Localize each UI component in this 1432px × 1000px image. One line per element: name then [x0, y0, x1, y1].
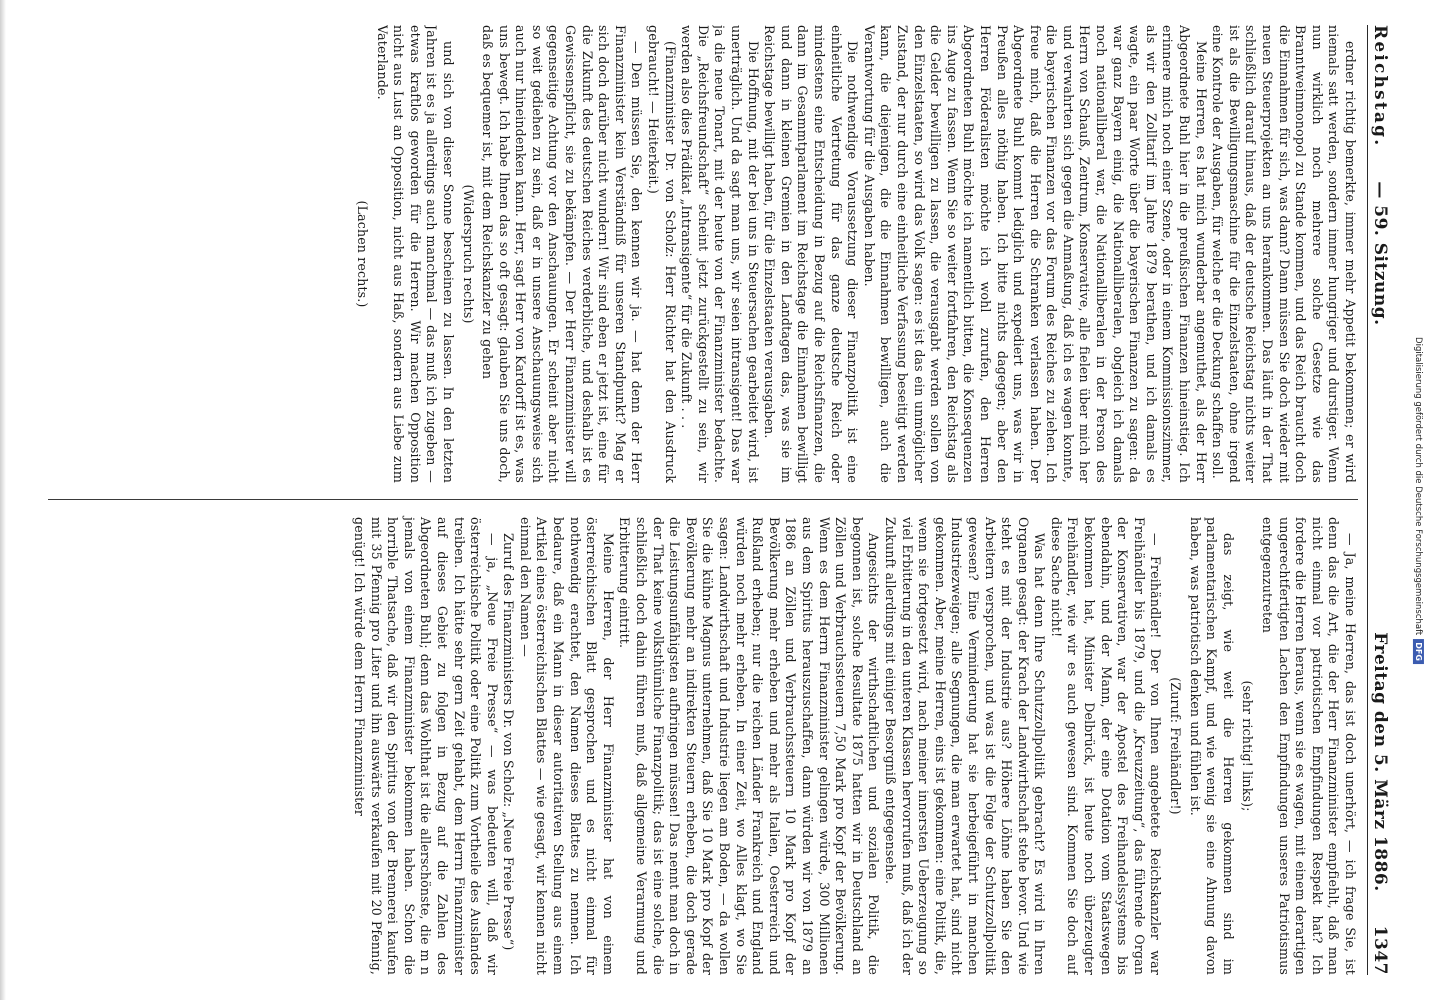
paragraph: Zuruf des Finanzministers Dr. von Scholz: „Neue Freie Presse“): [501, 533, 517, 951]
dfg-logo: DFG: [1413, 639, 1424, 664]
parenthetical-remark: (Lachen rechts.): [354, 200, 370, 308]
paragraph: — Freihändler! Der von Ihnen angebetete Reichskanzler war Freihändler bis 1879, und die „Kreuzzeitung“, das führende Organ der Konservativen, war der Apostel des Freihandelssystems bis ebendahin, und der Mann, der eine Dotation vom Staatswegen bekommen hat, Minister Delbrück, ist heute noch überzeugter Freihändler, wie wir es auch gewesen sind. Kommen Sie doch auf diese Sache nicht!: [1048, 517, 1164, 975]
paragraph: Die nothwendige Voraussetzung dieser Finanzpolitik ist eine einheitliche Vertretung für das ganze deutsche Reich oder mindestens eine Entscheidung in Bezug auf die Reichsfinanzen, die dann im Gesammtparlament im Reichstage die Einnahmen bewilligt und dann in kleinen Gremien in den Landtagen das, was sie im Reichstage bewilligt haben, für die Einzelstaaten verausgaben.: [762, 25, 861, 483]
page-number: 1347: [1370, 925, 1390, 975]
column-divider: [48, 495, 1358, 505]
paragraph: Meine Herren, es hat mich wunderbar angemuthet, als der Herr Abgeordnete Buhl hier in die preußischen Finanzen hineinstieg. Ich erinnere mich noch einer Szene, oder in einem Kommissionszimmer, als wir den Zolltarif im Jahre 1879 berathen, und ich damals es wagte, ein paar Worte über die bayerischen Finanzen zu sagen: da war ganz Bayern einig, die Nationalliberalen, obgleich ich damals noch nationalliberal war, die Nationalliberalen in der Person des Herrn von Schauß, Zentrum, Konservative, alle fielen über mich her und verwahrten sich gegen die Anmaßung, daß ich es wagen konnte, die bayerischen Finanzen vor das Forum des Reiches zu ziehen. Ich freue mich, daß die Herren die Schranken verlassen haben. Der Abgeordnete Buhl kommt lediglich und expediert uns, was wir in Preußen alles nöthig haben. Ich bitte nichts dagegen; aber den Herren Föderalisten möchte ich wohl zurufen, den Herren Abgeordneten Buhl möchte ich namentlich bitten, die Konsequenzen ins Auge zu fassen. Wenn Sie so weiter fortfahren, den Reichstag als die Gelder bewilligen zu lassen, die verausgabt werden sollen von den Einzelstaaten, so wird das Volk sagen: es ist das ein unmöglicher Zustand, der nur durch eine einheitliche Verfassung beseitigt werden kann, die diejenigen, die die Einnahmen bewilligen, auch die Verantwortung für die Ausgaben haben.: [861, 25, 1209, 483]
parenthetical-remark: (Widerspruch rechts): [460, 184, 476, 324]
paragraph: Angesichts der wirthschaftlichen und sozialen Politik, die begonnen ist, solche Resultate 1875 hatten wir in Deutschland an Zöllen und Verbrauchssteuern 7,50 Mark pro Kopf der Bevölkerung. Wenn es dem Herrn Finanzminister gelingen würde, 300 Millionen aus dem Spiritus herauszuschaffen, dann würden wir von 1879 an 1886 an Zöllen und Verbrauchssteuern 10 Mark pro Kopf der Bevölkerung mehr erheben und mehr als Italien, Oesterreich und Rußland erheben; nur die reichen Länder Frankreich und England würden noch mehr erheben. In einer Zeit, wo Alles klagt, wo Sie sagen: Landwirthschaft und Industrie liegen am Boden, — da wollen Sie die kühne Magnus unternehmen, daß Sie 10 Mark pro Kopf der Bevölkerung mehr an indirekten Steuern erheben, die doch gerade die Leistungsunfähigsten aufbringen müssen! Das nennt man doch in der That keine volksthümliche Finanzpolitik; das ist eine solche, die schließlich doch dahin führen muß, daß allgemeine Verarmung und Erbitterung eintritt.: [617, 517, 882, 975]
paragraph: Meine Herren, der Herr Finanzminister hat von einem österreichischen Blatt gesprochen und es nicht einmal für nothwendig erachtet, den Namen dieses Blattes zu nennen. Ich bedaure, daß ein Mann in dieser autoritativen Stellung aus einem Artikel eines österreichischen Blattes — wie gesagt, wir kennen nicht einmal den Namen —: [517, 517, 616, 975]
left-column: [48, 25, 1358, 495]
header-date: Freitag den 5. März 1886.: [1370, 632, 1390, 892]
parenthetical-remark: (Zuruf: Freihändler!): [1168, 677, 1184, 815]
header-session: — 59. Sitzung.: [1370, 181, 1390, 326]
paragraph: — Den müssen Sie, den kennen wir ja. — hat denn der Herr Finanzminister kein Verständniß für unseren Standpunkt? Mag er sich doch darüber nicht wundern! Wir sind eben er jetzt ist, eine für die Zukunft des deutschen Reiches verderbliche, und deshalb ist es Gewissenspflicht, sie zu bekämpfen. — Der Herr Finanzminister will gegenseitige Achtung vor den Anschauungen. Er scheint aber nicht so weit gediehen zu sein, daß er in unsere Anschauungsweise sich auch nur hineindenken kann. Herr, sagt Herr von Kardorff ist es, was uns bewegt. Ich habe Ihnen das so oft gesagt: glauben Sie uns doch, daß es bequemer ist, mit dem Reichskanzler zu gehen: [480, 25, 645, 483]
paragraph: — ja, „Neue Freie Presse“ — was bedeuten will, daß wir österreichische Politik oder eine Politik zum Vortheile des Auslandes treiben. Ich hätte sehr gern Zeit gehabt, dem Herrn Finanzminister auf dieses Gebiet zu folgen in Bezug auf die Zahlen des Abgeordneten Buhl; denn das Wohlthat ist die allerschönste, die m n jemals von einem Finanzminister bekommen haben. Schon die horrible Thatsache, daß wir den Spiritus von der Brennerei kaufen mit 35 Pfennig pro Liter und ihn auswärts verkaufen mit 20 Pfennig, genügt! Ich würde dem Herrn Finanzminister: [351, 517, 500, 975]
paragraph: — Ja, meine Herren, das ist doch unerhört, — ich frage Sie, ist denn das die Art, die der Herr Finanzminister empfiehlt, daß man nicht einmal vor patriotischen Empfindungen Respekt hat? Ich fordere die Herren heraus, wenn sie es wagen, mit einem derartigen ungerechtfertigten Lachen den Empfindungen unseres Patriotismus entgegenzutreten: [1260, 517, 1358, 975]
paragraph: Was hat denn Ihre Schutzzollpolitik gebracht? Es wird in Ihren Organen gesagt: der Krach der Landwirthschaft stehe bevor. Und wie steht es mit der Industrie aus? Höhere Löhne haben Sie den Arbeitern versprochen, und was ist die Folge der Schutzzollpolitik gewesen? Eine Verminderung hat sie herbeigeführt in manchen Industriezweigen; alle Segnungen, die man erwartet hat, sind nicht gekommen. Aber, meine Herren, eins ist gekommen: eine Politik, die, wenn sie fortgesetzt wird, nach meiner innersten Ueberzeugung so viel Erbitterung in den unteren Klassen hervorrufen muß, daß ich der Zukunft allerdings mit einiger Besorgniß entgegensehe.: [882, 517, 1048, 975]
paragraph: (Finanzminister Dr. von Scholz: Herr Richter hat den Ausdruck gebraucht! — Heiterkeit.): [646, 25, 678, 483]
scan-shadow-edge: [0, 0, 6, 1000]
right-column: [48, 505, 1358, 975]
paragraph: Die Hoffnung, mit der bei uns in Steuersachen gearbeitet wird, ist unerträglich. Und da sagt man uns, wir seien intransigent! Das war ja die neue Tonart, mit der heute von der Finanzminister bedachte. Die „Reichsfreundschaft“ scheint jetzt zurückgestellt zu sein, wir werden also dies Prädikat „Intransigente“ für die Zukunft . . .: [679, 25, 761, 483]
text-columns: [48, 25, 1358, 975]
paragraph: das zeigt, wie weit die Herren gekommen sind im parlamentarischen Kampf, und wie wenig sie eine Ahnung davon haben, was patriotisch denken und fühlen ist.: [1187, 517, 1236, 975]
footer-credit: Digitalisierung gefördert durch die Deutsche Forschungsgemeinschaft: [1413, 336, 1424, 635]
page-header: [1367, 25, 1392, 975]
paragraph: erdner richtig bemerkte, immer mehr Appetit bekommen; er wird niemals satt werden, sondern immer hungriger und durstiger. Wenn nun wirklich noch mehrere solche Gesetze wie das Branntweinmonopol zu Stande kommen, und das Reich braucht doch die Einnahmen für sich, was dann? Dann müssen Sie doch wieder mit neuen Steuerprojekten an uns herankommen. Das läuft in der That schließlich darauf hinaus, daß der deutsche Reichstag nichts weiter ist als die Bewilligungsmaschine für die Einzelstaaten, ohne irgend eine Kontrole der Ausgaben, für welche er die Deckung schaffen soll.: [1210, 25, 1358, 483]
paragraph: und sich von dieser Sonne bescheinen zu lassen. In den letzten Jahren ist es ja allerdings auch manchmal — das muß ich zugeben — etwas kraftlos geworden für die Herren. Wir machen Opposition nicht aus Lust an Opposition, nicht aus Haß, sondern aus Liebe zum Vaterlande.: [374, 25, 456, 483]
newspaper-page: [40, 25, 1392, 975]
parenthetical-remark: (sehr richtig! links);: [1240, 680, 1256, 812]
digitization-footer: [1410, 0, 1426, 1000]
header-title: Reichstag.: [1370, 25, 1390, 148]
